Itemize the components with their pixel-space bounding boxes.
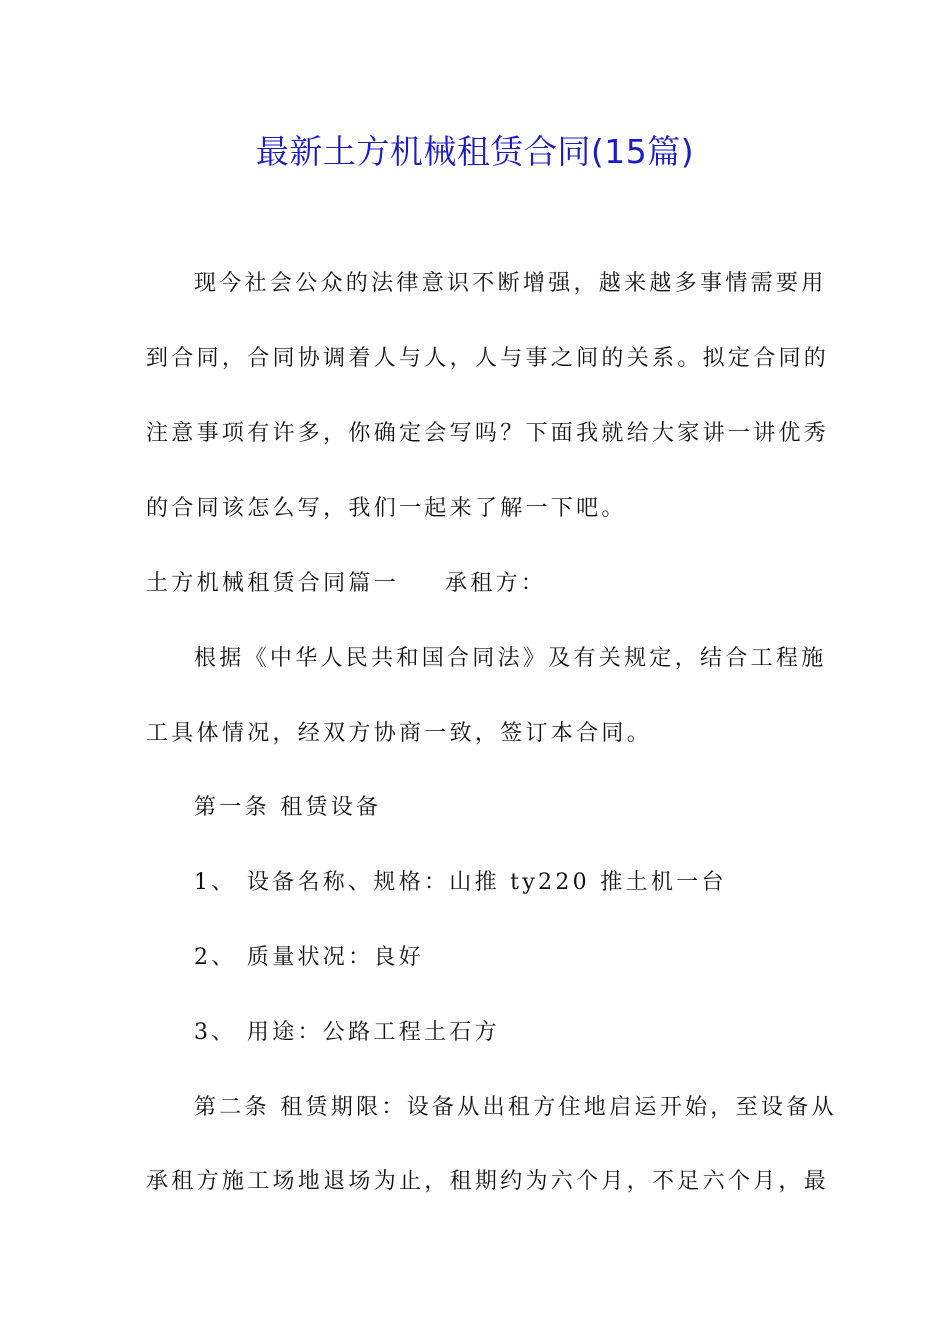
intro-line-2: 到合同，合同协调着人与人，人与事之间的关系。拟定合同的 — [146, 346, 830, 371]
section-heading: 土方机械租赁合同篇一 — [146, 571, 400, 596]
intro-line-1: 现今社会公众的法律意识不断增强，越来越多事情需要用 — [194, 271, 827, 296]
intro-line-4: 的合同该怎么写，我们一起来了解一下吧。 — [146, 496, 627, 521]
lessee-label: 承租方： — [445, 571, 547, 596]
document-title: 最新土方机械租赁合同(15篇) — [255, 132, 695, 171]
article2-line-1: 第二条 租赁期限：设备从出租方住地启运开始，至设备从 — [194, 1095, 837, 1120]
article1-item-3: 3、 用途：公路工程土石方 — [194, 1020, 500, 1045]
basis-line-1: 根据《中华人民共和国合同法》及有关规定，结合工程施 — [194, 646, 827, 671]
article1-heading: 第一条 租赁设备 — [194, 795, 382, 820]
basis-line-2: 工具体情况，经双方协商一致，签订本合同。 — [146, 721, 653, 746]
article1-item-2: 2、 质量状况：良好 — [194, 945, 424, 970]
article2-line-2: 承租方施工场地退场为止，租期约为六个月，不足六个月，最 — [146, 1169, 830, 1194]
section-heading-row — [146, 568, 546, 600]
intro-line-3: 注意事项有许多，你确定会写吗？下面我就给大家讲一讲优秀 — [146, 421, 830, 446]
article1-item-1: 1、 设备名称、规格：山推 ty220 推土机一台 — [194, 870, 727, 895]
